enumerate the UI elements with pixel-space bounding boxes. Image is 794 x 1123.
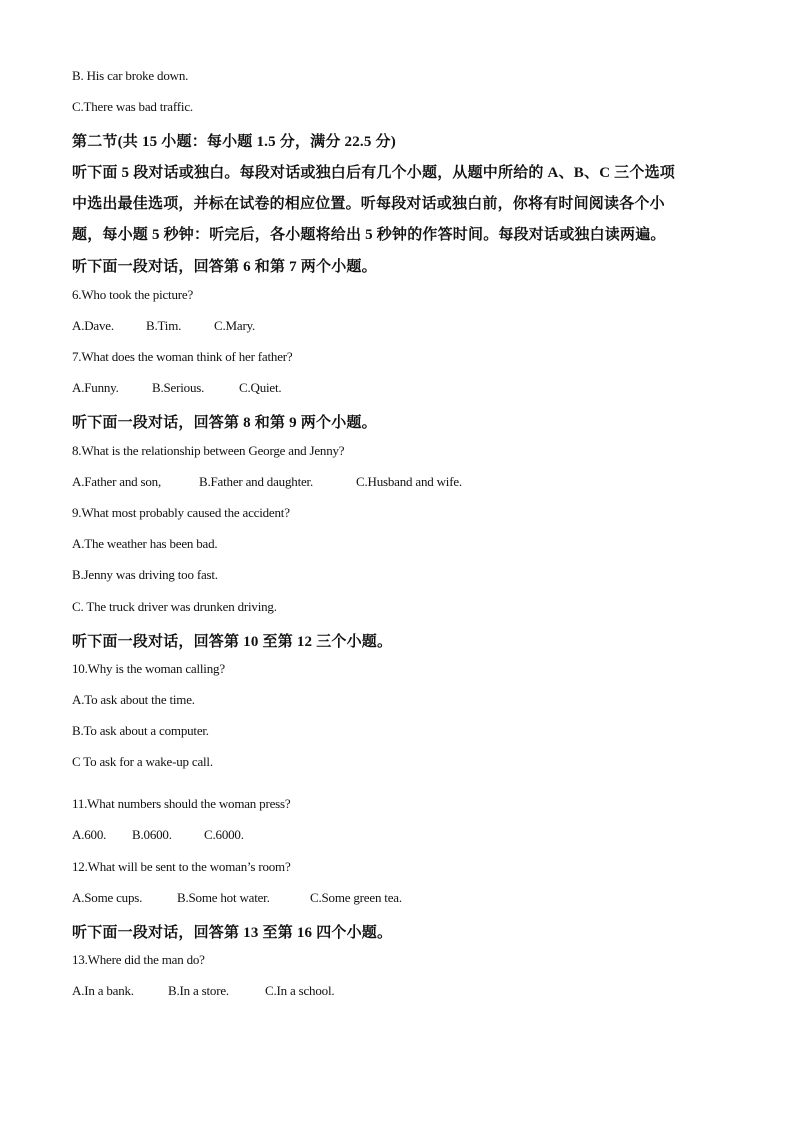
question-12-options xyxy=(72,890,402,906)
instruction-line: 听下面 5 段对话或独白。每段对话或独白后有几个小题，从题中所给的 A、B、C 三个选项 xyxy=(72,165,675,181)
question-13-options xyxy=(72,983,334,999)
dialogue-heading: 听下面一段对话，回答第 8 和第 9 两个小题。 xyxy=(72,415,377,431)
option-c: C.Mary. xyxy=(214,318,256,333)
option-c: C.Husband and wife. xyxy=(356,474,462,489)
option-c: C.Some green tea. xyxy=(310,890,402,905)
question-11: 11.What numbers should the woman press? xyxy=(72,796,291,811)
question-6: 6.Who took the picture? xyxy=(72,287,194,302)
option-a: A.In a bank. xyxy=(72,983,134,998)
option-line: C To ask for a wake-up call. xyxy=(72,754,213,769)
option-c: C.6000. xyxy=(204,827,244,842)
question-11-options xyxy=(72,827,244,843)
instruction-line: 题，每小题 5 秒钟：听完后，各小题将给出 5 秒钟的作答时间。每段对话或独白读两遍。 xyxy=(72,227,666,243)
option-line: A.The weather has been bad. xyxy=(72,536,218,551)
option-b: B.Tim. xyxy=(146,318,182,333)
question-12: 12.What will be sent to the woman’s room? xyxy=(72,859,291,874)
option-b: B.Some hot water. xyxy=(177,890,270,905)
question-8: 8.What is the relationship between George and Jenny? xyxy=(72,443,345,458)
question-9: 9.What most probably caused the accident? xyxy=(72,505,290,520)
option-a: A.Funny. xyxy=(72,380,119,395)
question-8-options xyxy=(72,474,462,490)
question-10: 10.Why is the woman calling? xyxy=(72,661,225,676)
option-line: C.There was bad traffic. xyxy=(72,99,193,114)
option-a: A.600. xyxy=(72,827,107,842)
option-line: A.To ask about the time. xyxy=(72,692,195,707)
section-heading: 第二节(共 15 小题：每小题 1.5 分，满分 22.5 分) xyxy=(72,134,396,150)
question-6-options xyxy=(72,318,255,334)
option-line: B.To ask about a computer. xyxy=(72,723,209,738)
instruction-line: 中选出最佳选项，并标在试卷的相应位置。听每段对话或独白前，你将有时间阅读各个小 xyxy=(72,196,665,212)
option-b: B.Serious. xyxy=(152,380,205,395)
question-7-options xyxy=(72,380,281,396)
dialogue-heading: 听下面一段对话，回答第 6 和第 7 两个小题。 xyxy=(72,259,377,275)
option-b: B.0600. xyxy=(132,827,172,842)
option-b: B.In a store. xyxy=(168,983,229,998)
option-b: B.Father and daughter. xyxy=(199,474,314,489)
dialogue-heading: 听下面一段对话，回答第 10 至第 12 三个小题。 xyxy=(72,634,393,650)
question-7: 7.What does the woman think of her father? xyxy=(72,349,293,364)
option-a: A.Father and son, xyxy=(72,474,162,489)
option-a: A.Dave. xyxy=(72,318,114,333)
dialogue-heading: 听下面一段对话，回答第 13 至第 16 四个小题。 xyxy=(72,925,393,941)
option-c: C.Quiet. xyxy=(239,380,282,395)
option-line: C. The truck driver was drunken driving. xyxy=(72,599,277,614)
question-13: 13.Where did the man do? xyxy=(72,952,205,967)
option-line: B. His car broke down. xyxy=(72,68,189,83)
option-line: B.Jenny was driving too fast. xyxy=(72,567,218,582)
option-a: A.Some cups. xyxy=(72,890,143,905)
option-c: C.In a school. xyxy=(265,983,335,998)
